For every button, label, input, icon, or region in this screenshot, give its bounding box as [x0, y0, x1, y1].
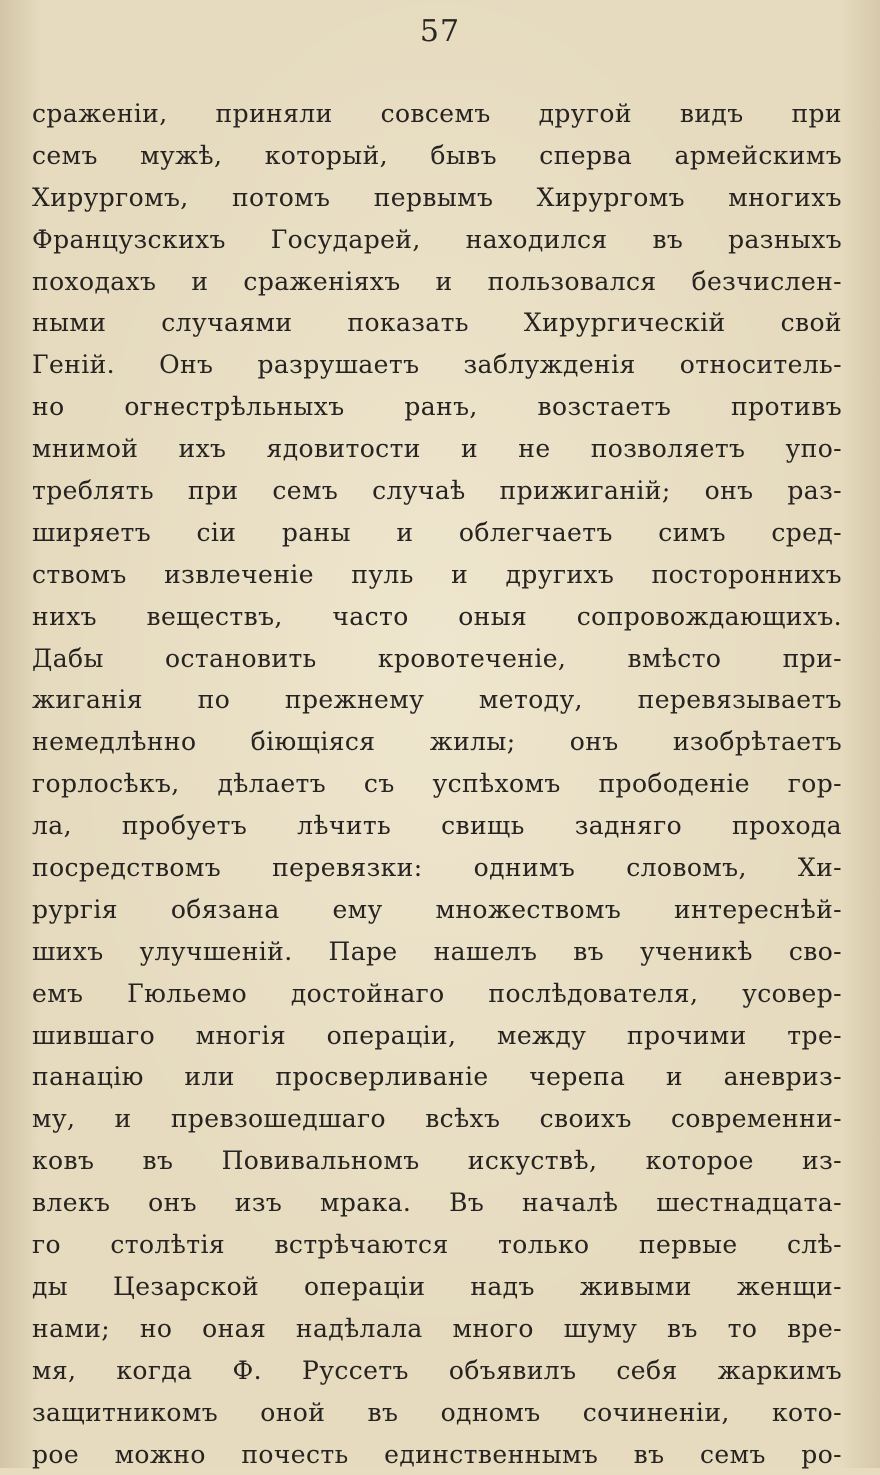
- text-line: нихъ веществъ, часто оныя сопровождающихъ.: [32, 596, 842, 638]
- text-line: Французскихъ Государей, находился въ разныхъ: [32, 219, 842, 261]
- text-line: панацію или просверливаніе черепа и аневриз-: [32, 1056, 842, 1098]
- text-line: шихъ улучшеній. Паре нашелъ въ ученикѣ сво-: [32, 931, 842, 973]
- text-line: рургія обязана ему множествомъ интереснѣй-: [32, 889, 842, 931]
- text-line: мя, когда Ф. Руссетъ объявилъ себя жаркимъ: [32, 1350, 842, 1392]
- text-line: ствомъ извлеченіе пуль и другихъ постороннихъ: [32, 554, 842, 596]
- text-line: но огнестрѣльныхъ ранъ, возстаетъ противъ: [32, 386, 842, 428]
- text-line: го столѣтія встрѣчаются только первые слѣ-: [32, 1224, 842, 1266]
- text-line: семъ мужѣ, который, бывъ сперва армейскимъ: [32, 135, 842, 177]
- text-line: му, и превзошедшаго всѣхъ своихъ современни-: [32, 1098, 842, 1140]
- text-line: Дабы остановить кровотеченіе, вмѣсто при-: [32, 638, 842, 680]
- text-line: горлосѣкъ, дѣлаетъ съ успѣхомъ прободеніе гор-: [32, 763, 842, 805]
- text-line: нами; но оная надѣлала много шуму въ то вре-: [32, 1308, 842, 1350]
- text-line: ными случаями показать Хирургическій свой: [32, 302, 842, 344]
- text-line: мнимой ихъ ядовитости и не позволяетъ упо-: [32, 428, 842, 470]
- text-line: ковъ въ Повивальномъ искуствѣ, которое из-: [32, 1140, 842, 1182]
- text-line: шившаго многія операціи, между прочими тре-: [32, 1015, 842, 1057]
- text-line: рое можно почесть единственнымъ въ семъ ро-: [32, 1434, 842, 1475]
- text-line: Геній. Онъ разрушаетъ заблужденія относитель-: [32, 344, 842, 386]
- text-line: ширяетъ сіи раны и облегчаетъ симъ сред-: [32, 512, 842, 554]
- text-line: Хирургомъ, потомъ первымъ Хирургомъ многихъ: [32, 177, 842, 219]
- text-line: жиганія по прежнему методу, перевязываетъ: [32, 679, 842, 721]
- text-line: немедлѣнно біющіяся жилы; онъ изобрѣтаетъ: [32, 721, 842, 763]
- text-line: влекъ онъ изъ мрака. Въ началѣ шестнадцата-: [32, 1182, 842, 1224]
- text-line: емъ Гюльемо достойнаго послѣдователя, усовер-: [32, 973, 842, 1015]
- text-line: защитникомъ оной въ одномъ сочиненіи, кото-: [32, 1392, 842, 1434]
- text-line: посредствомъ перевязки: однимъ словомъ, Хи-: [32, 847, 842, 889]
- body-text: [32, 93, 842, 1475]
- page-number: 57: [0, 14, 880, 49]
- text-line: сраженіи, приняли совсемъ другой видъ при: [32, 93, 842, 135]
- text-line: походахъ и сраженіяхъ и пользовался безчислен-: [32, 261, 842, 303]
- text-line: ла, пробуетъ лѣчить свищь задняго прохода: [32, 805, 842, 847]
- text-line: ды Цезарской операціи надъ живыми женщи-: [32, 1266, 842, 1308]
- text-line: треблять при семъ случаѣ прижиганій; онъ раз-: [32, 470, 842, 512]
